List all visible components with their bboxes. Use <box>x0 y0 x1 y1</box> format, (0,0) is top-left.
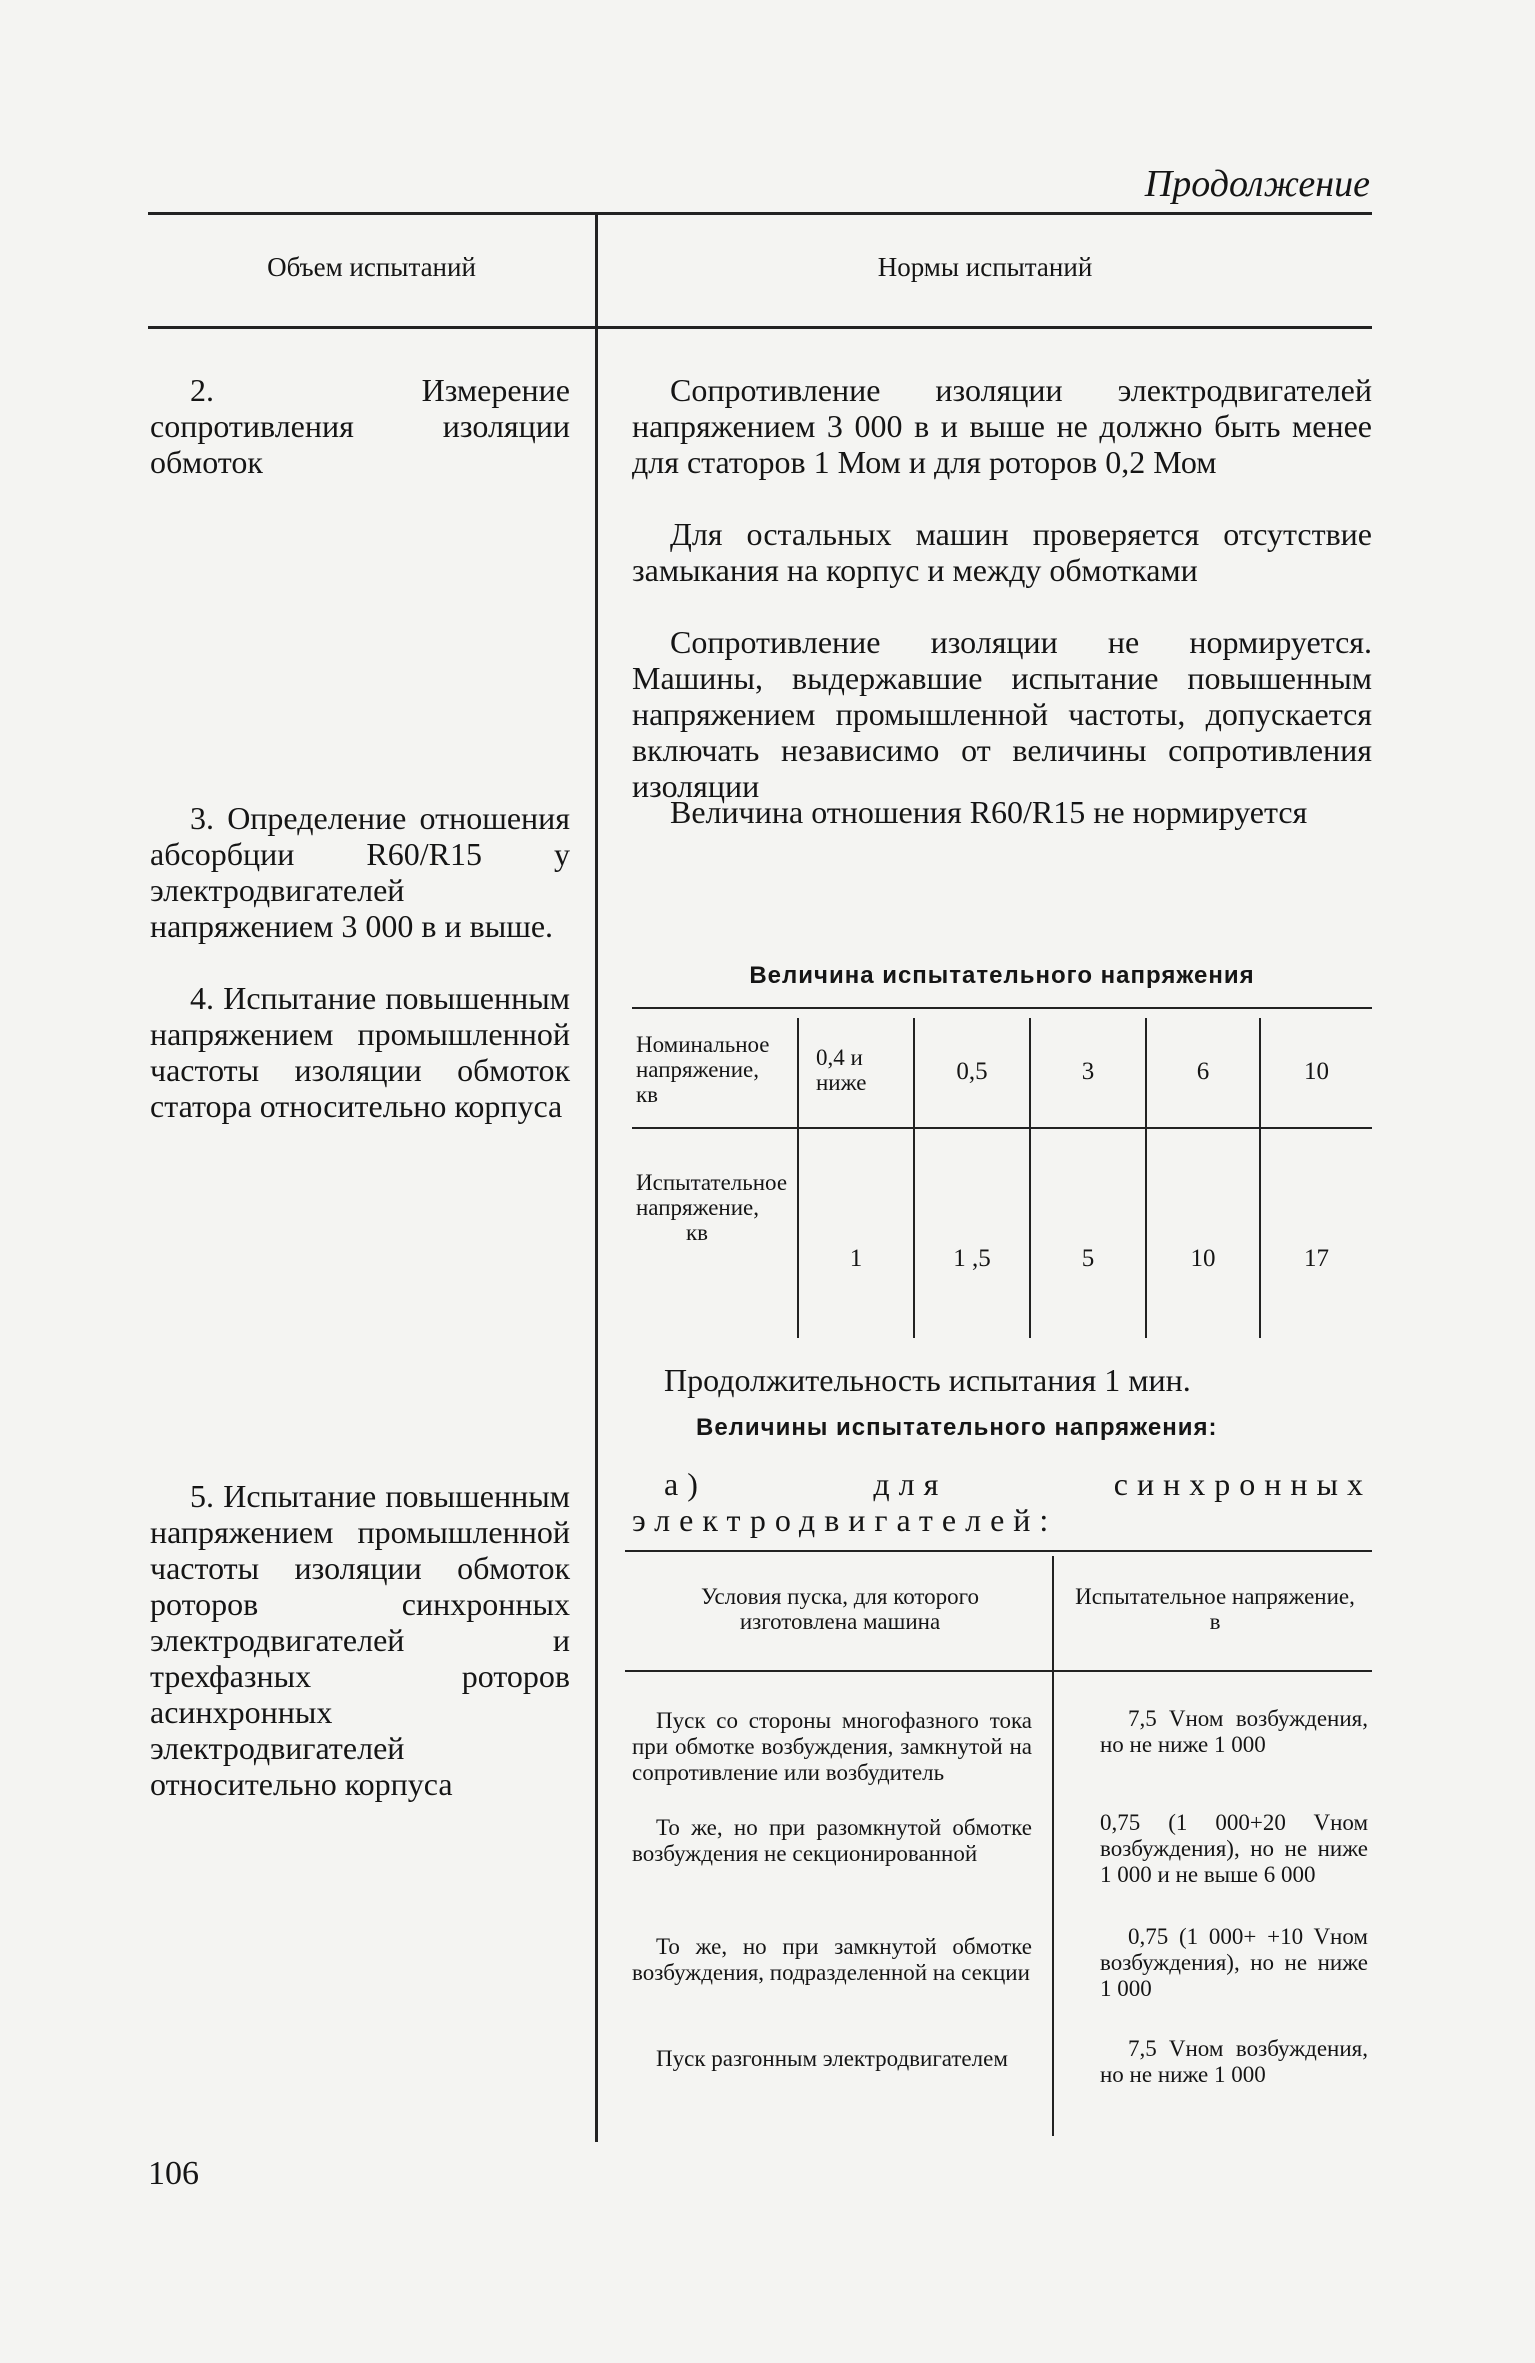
table1-caption: Величина испытательного напряжения <box>749 962 1255 989</box>
table1-row2-cell-3: 5 <box>1081 1245 1095 1272</box>
norm-paragraph-3: Сопротивление изоляции не нормируется. Машины, выдержавшие испытание повышенным напряжением промышленной частоты, допускается включать независимо от величины сопротивления изоляции <box>632 624 1372 804</box>
table2-head-conditions: Условия пуска, для которого изготовлена машина <box>700 1584 980 1634</box>
column-divider <box>595 212 598 2142</box>
norm-paragraph-1: Сопротивление изоляции электродвигателей напряжением 3 000 в и выше не должно быть менее для статоров 1 Мом и для роторов 0,2 Мом <box>632 372 1372 480</box>
table2-head-voltage: Испытательное напряжение, в <box>1075 1584 1355 1634</box>
table2-row2-voltage: 0,75 (1 000+20 Vном возбуждения), но не ниже 1 000 и не выше 6 000 <box>1100 1810 1368 1887</box>
table2-row4-voltage: 7,5 Vном возбуждения, но не ниже 1 000 <box>1100 2036 1368 2087</box>
table1-row1-cell-3: 3 <box>1081 1058 1095 1085</box>
table1-row2-cell-4: 10 <box>1190 1245 1216 1272</box>
table1-row2-cell-2: 1 ,5 <box>953 1245 991 1272</box>
table1-row1-label: Номинальное напряжение, кв <box>636 1032 770 1107</box>
table1-row1-cell-5: 10 <box>1304 1058 1329 1085</box>
table2-row1-voltage: 7,5 Vном возбуждения, но не ниже 1 000 <box>1100 1706 1368 1757</box>
table1-row2-cell-5: 17 <box>1304 1245 1329 1272</box>
table1-mid-rule <box>632 1127 1372 1129</box>
left-item-5: 5. Испытание повышенным напряжением промышленной частоты изоляции обмоток роторов синхронных электродвигателей и трехфазных роторов асинхронных электродвигателей относительно корпуса <box>150 1478 570 1802</box>
synchronous-subhead: а) для синхронных электродвигателей: <box>632 1466 1372 1538</box>
table1-row1-cell-1: 0,4 и ниже <box>816 1045 867 1095</box>
table1-top-rule <box>632 1007 1372 1009</box>
table2-row2-condition: То же, но при разомкнутой обмотке возбуждения не секционированной <box>632 1815 1032 1866</box>
header-right: Нормы испытаний <box>877 252 1093 282</box>
page-number: 106 <box>148 2155 199 2192</box>
header-bottom-rule <box>148 326 1372 329</box>
table1-row2-label: Испытательное напряжение, кв <box>636 1170 788 1245</box>
table2-top-rule <box>625 1550 1372 1552</box>
table1-row1-cell-2: 0,5 <box>956 1058 988 1085</box>
table2-row3-condition: То же, но при замкнутой обмотке возбуждения, подразделенной на секции <box>632 1934 1032 1985</box>
table2-col-line <box>1052 1556 1054 2136</box>
table2-row4-condition: Пуск разгонным электродвигателем <box>656 2046 1008 2071</box>
left-item-4: 4. Испытание повышенным напряжением промышленной частоты изоляции обмоток статора относительно корпуса <box>150 980 570 1124</box>
table2-caption: Величины испытательного напряжения: <box>696 1414 1218 1441</box>
table1-row1-cell-4: 6 <box>1196 1058 1210 1085</box>
table1-row2-cell-1: 1 <box>849 1245 863 1272</box>
table2-row1-condition: Пуск со стороны многофазного тока при обмотке возбуждения, замкнутой на сопротивление или возбудитель <box>632 1708 1032 1785</box>
running-header: Продолжение <box>1144 163 1370 205</box>
left-item-2: 2. Измерение сопротивления изоляции обмоток <box>150 372 570 480</box>
table1-col-line-1 <box>797 1018 799 1338</box>
norm-paragraph-2: Для остальных машин проверяется отсутствие замыкания на корпус и между обмотками <box>632 516 1372 588</box>
table2-head-rule <box>625 1670 1372 1672</box>
test-duration: Продолжительность испытания 1 мин. <box>664 1362 1191 1398</box>
left-item-3: 3. Определение отношения абсорбции R60/R15 у электродвигателей напряжением 3 000 в и выше. <box>150 800 570 944</box>
table2-row3-voltage: 0,75 (1 000+ +10 Vном возбуждения), но не ниже 1 000 <box>1100 1924 1368 2001</box>
top-rule <box>148 212 1372 215</box>
norm-paragraph-4: Величина отношения R60/R15 не нормируется <box>670 794 1308 830</box>
header-left: Объем испытаний <box>267 252 476 282</box>
